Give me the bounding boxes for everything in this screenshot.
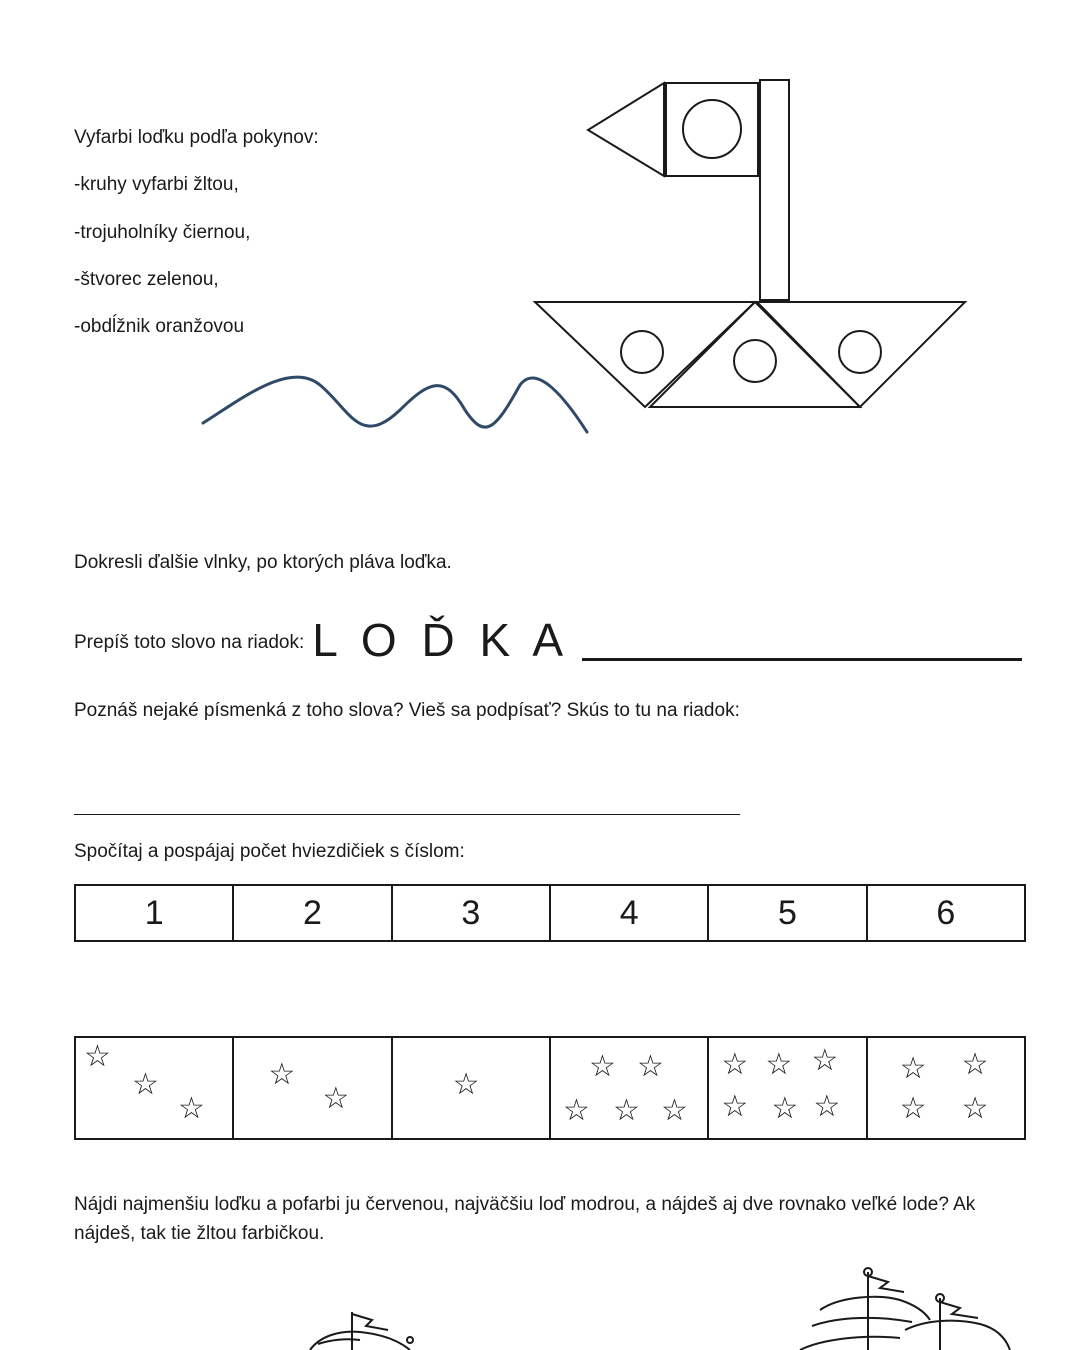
star-icon: ☆ — [612, 1093, 640, 1128]
ships-strip — [0, 1260, 1080, 1350]
star-icon: ☆ — [771, 1091, 799, 1126]
star-cell[interactable] — [233, 1037, 391, 1139]
star-icon: ☆ — [721, 1047, 749, 1082]
star-cell[interactable] — [708, 1037, 866, 1139]
star-icon: ☆ — [636, 1049, 664, 1084]
count-task: Spočítaj a pospájaj počet hviezdičiek s číslom: — [74, 841, 465, 862]
rewrite-answer-line[interactable] — [582, 658, 1022, 661]
star-cell[interactable] — [75, 1037, 233, 1139]
star-icon: ☆ — [322, 1081, 350, 1116]
rewrite-row — [74, 614, 570, 666]
numbers-table — [74, 884, 1026, 942]
number-cell[interactable]: 3 — [392, 885, 550, 941]
instruction-circles: -kruhy vyfarbi žltou, — [74, 174, 239, 195]
star-icon: ☆ — [721, 1089, 749, 1124]
number-cell[interactable]: 4 — [550, 885, 708, 941]
waves-task: Dokresli ďalšie vlnky, po ktorých pláva loďka. — [74, 552, 452, 573]
wave-line-icon — [203, 377, 587, 432]
star-cell[interactable] — [550, 1037, 708, 1139]
star-icon: ☆ — [899, 1091, 927, 1126]
star-icon: ☆ — [811, 1043, 839, 1078]
find-task: Nájdi najmenšiu loďku a pofarbi ju červenou, najväčšiu loď modrou, a nájdeš aj dve rovnako veľké lode? Ak nájdeš, tak tie žltou farbičkou. — [74, 1194, 976, 1244]
sailing-ship-icon — [310, 1312, 413, 1350]
number-cell[interactable]: 1 — [75, 885, 233, 941]
star-icon: ☆ — [588, 1049, 616, 1084]
star-icon: ☆ — [178, 1091, 205, 1126]
star-cell[interactable] — [392, 1037, 550, 1139]
star-icon: ☆ — [562, 1093, 590, 1128]
star-icon: ☆ — [132, 1067, 159, 1102]
star-icon: ☆ — [268, 1057, 296, 1092]
number-cell[interactable]: 2 — [233, 885, 391, 941]
star-icon: ☆ — [813, 1089, 841, 1124]
sailing-ship-icon — [800, 1268, 1010, 1350]
star-icon: ☆ — [961, 1091, 989, 1126]
instructions-title: Vyfarbi loďku podľa pokynov: — [74, 127, 319, 148]
letters-task: Poznáš nejaké písmenká z toho slova? Vieš sa podpísať? Skús to tu na riadok: — [74, 700, 740, 721]
number-cell[interactable]: 6 — [867, 885, 1025, 941]
star-icon: ☆ — [84, 1039, 111, 1074]
rewrite-label: Prepíš toto slovo na riadok: — [74, 632, 305, 653]
number-cell[interactable]: 5 — [708, 885, 866, 941]
star-cell[interactable] — [867, 1037, 1025, 1139]
signature-line[interactable] — [74, 814, 740, 815]
star-icon: ☆ — [899, 1051, 927, 1086]
star-icon: ☆ — [961, 1047, 989, 1082]
star-icon: ☆ — [660, 1093, 688, 1128]
stars-table — [74, 1036, 1026, 1140]
instruction-square: -štvorec zelenou, — [74, 269, 219, 290]
star-icon: ☆ — [452, 1067, 480, 1102]
instruction-triangles: -trojuholníky čiernou, — [74, 222, 251, 243]
instruction-rectangle: -obdĺžnik oranžovou — [74, 316, 245, 337]
rewrite-word: L O Ď K A — [312, 614, 570, 666]
star-icon: ☆ — [765, 1047, 793, 1082]
